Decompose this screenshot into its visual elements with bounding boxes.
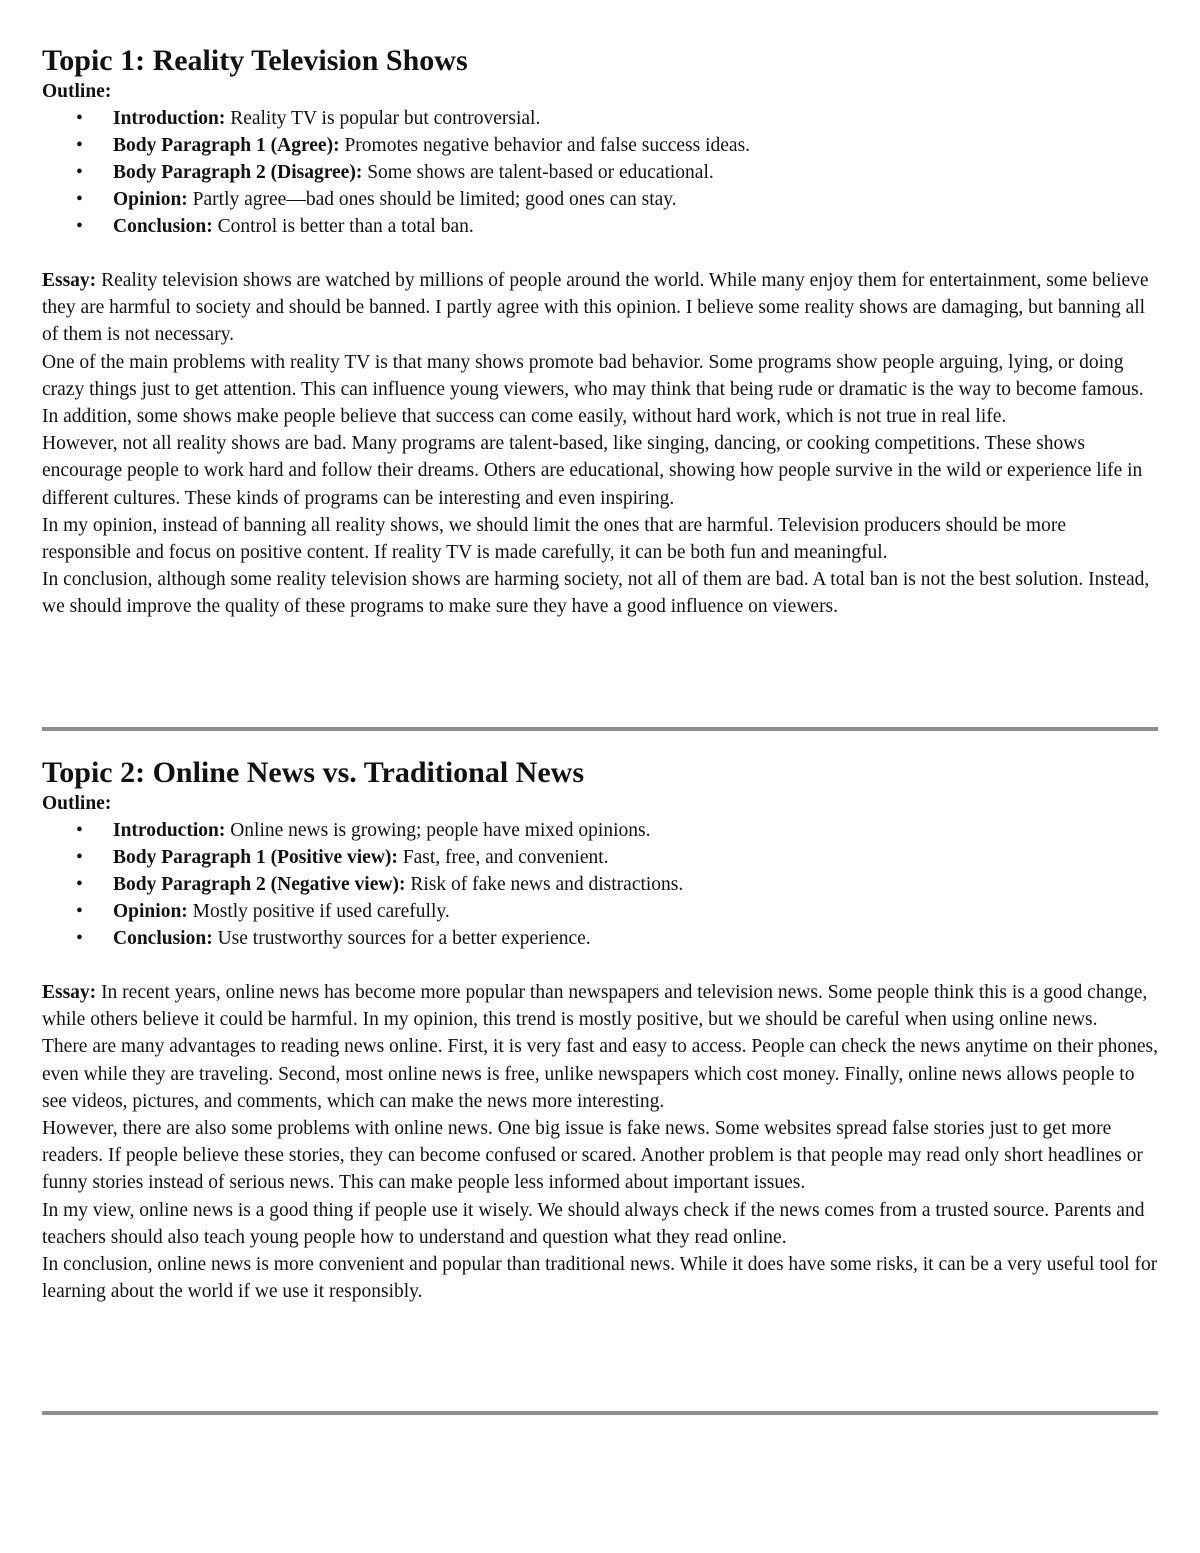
topic-1-outline-list: [42, 105, 1158, 240]
bullet-icon: •: [76, 216, 83, 237]
essay-paragraph-text: In recent years, online news has become more popular than newspapers and television news. Some people think this is a good change, while others believe it could be harmful. In my opinion, this trend is mostly positive, but we should be careful when using online news.: [42, 982, 1148, 1031]
topic-2-title: Topic 2: Online News vs. Traditional News: [42, 756, 585, 789]
outline-item-text: Control is better than a total ban.: [212, 216, 474, 237]
topic-2-outline-list: [42, 817, 1158, 952]
essay-paragraph: In conclusion, although some reality television shows are harming society, not all of them are bad. A total ban is not the best solution. Instead, we should improve the quality of these programs to make sure they have a good influence on viewers.: [42, 569, 1150, 618]
essay-paragraph: [42, 979, 1158, 1033]
essay-paragraph: There are many advantages to reading news online. First, it is very fast and easy to access. People can check the news anytime on their phones, even while they are traveling. Second, most online news is free, unlike newspapers which cost money. Finally, online news allows people to see videos, pictures, and comments, which can make the news more interesting.: [42, 1036, 1159, 1112]
topic-1-outline-label: Outline:: [42, 81, 112, 102]
outline-item-label: Body Paragraph 1 (Agree):: [113, 135, 340, 156]
outline-item-text: Reality TV is popular but controversial.: [225, 108, 541, 129]
outline-item-label: Opinion:: [113, 189, 188, 210]
outline-item-text: Promotes negative behavior and false success ideas.: [339, 135, 751, 156]
essay-label: Essay:: [42, 270, 97, 291]
outline-item: [42, 132, 1158, 159]
topic-2-essay: [42, 979, 1158, 1305]
outline-item-text: Online news is growing; people have mixed opinions.: [225, 820, 651, 841]
outline-item-label: Body Paragraph 1 (Positive view):: [113, 847, 398, 868]
outline-item-text: Risk of fake news and distractions.: [405, 874, 684, 895]
outline-item: [42, 844, 1158, 871]
bullet-icon: •: [76, 135, 83, 156]
essay-paragraph: In conclusion, online news is more convenient and popular than traditional news. While it does have some risks, it can be a very useful tool for learning about the world if we use it responsibly.: [42, 1254, 1158, 1303]
essay-paragraph: In my opinion, instead of banning all reality shows, we should limit the ones that are harmful. Television producers should be more responsible and focus on positive content. If reality TV is made carefully, it can be both fun and meaningful.: [42, 514, 1066, 564]
outline-item: [42, 898, 1158, 925]
outline-item: [42, 186, 1158, 213]
outline-item-label: Opinion:: [113, 901, 188, 922]
outline-item: [42, 871, 1158, 898]
outline-item-text: Some shows are talent-based or educational.: [362, 162, 714, 183]
outline-item-label: Body Paragraph 2 (Negative view):: [113, 874, 406, 895]
outline-item-label: Conclusion:: [113, 216, 213, 237]
section-divider: [42, 1411, 1158, 1415]
topic-1-section: [42, 44, 1158, 621]
bullet-icon: •: [76, 189, 83, 210]
bullet-icon: •: [76, 820, 83, 841]
essay-paragraph: One of the main problems with reality TV is that many shows promote bad behavior. Some programs show people arguing, lying, or doing crazy things just to get attention. This can influence young viewers, who may think that being rude or dramatic is the way to become famous. In addition, some shows make people believe that success can come easily, without hard work, which is not true in real life.: [42, 351, 1144, 428]
outline-item: [42, 105, 1158, 132]
topic-2-section: [42, 756, 1158, 1305]
bullet-icon: •: [76, 901, 83, 922]
topic-1-essay: [42, 267, 1158, 621]
outline-item-label: Introduction:: [113, 820, 226, 841]
essay-paragraph: In my view, online news is a good thing if people use it wisely. We should always check if the news comes from a trusted source. Parents and teachers should also teach young people how to understand and question what they read online.: [42, 1199, 1145, 1248]
essay-paragraph: However, there are also some problems with online news. One big issue is fake news. Some websites spread false stories just to get more readers. If people believe these stories, they can become confused or scared. Another problem is that people may read only short headlines or funny stories instead of serious news. This can make people less informed about important issues.: [42, 1118, 1143, 1194]
bullet-icon: •: [76, 162, 83, 183]
bullet-icon: •: [76, 928, 83, 949]
outline-item: [42, 213, 1158, 240]
outline-item: [42, 817, 1158, 844]
outline-item: [42, 159, 1158, 186]
outline-item-text: Use trustworthy sources for a better experience.: [212, 928, 591, 949]
essay-paragraph: However, not all reality shows are bad. Many programs are talent-based, like singing, dancing, or cooking competitions. These shows encourage people to work hard and follow their dreams. Others are educational, showing how people survive in the wild or experience life in different cultures. These kinds of programs can be interesting and even inspiring.: [42, 433, 1143, 509]
essay-label: Essay:: [42, 982, 97, 1003]
outline-item-label: Conclusion:: [113, 928, 213, 949]
outline-item: [42, 925, 1158, 952]
essay-paragraph-text: Reality television shows are watched by millions of people around the world. While many enjoy them for entertainment, some believe they are harmful to society and should be banned. I partly agree with this opinion. I believe some reality shows are damaging, but banning all of them is not necessary.: [42, 270, 1149, 346]
topic-2-outline-label: Outline:: [42, 793, 112, 814]
outline-item-label: Body Paragraph 2 (Disagree):: [113, 162, 363, 183]
outline-item-label: Introduction:: [113, 108, 226, 129]
essay-paragraph: [42, 267, 1158, 349]
bullet-icon: •: [76, 108, 83, 129]
outline-item-text: Fast, free, and convenient.: [397, 847, 609, 868]
outline-item-text: Partly agree—bad ones should be limited; good ones can stay.: [187, 189, 677, 210]
bullet-icon: •: [76, 847, 83, 868]
bullet-icon: •: [76, 874, 83, 895]
outline-item-text: Mostly positive if used carefully.: [187, 901, 450, 922]
section-divider: [42, 727, 1158, 731]
topic-1-title: Topic 1: Reality Television Shows: [42, 44, 468, 77]
